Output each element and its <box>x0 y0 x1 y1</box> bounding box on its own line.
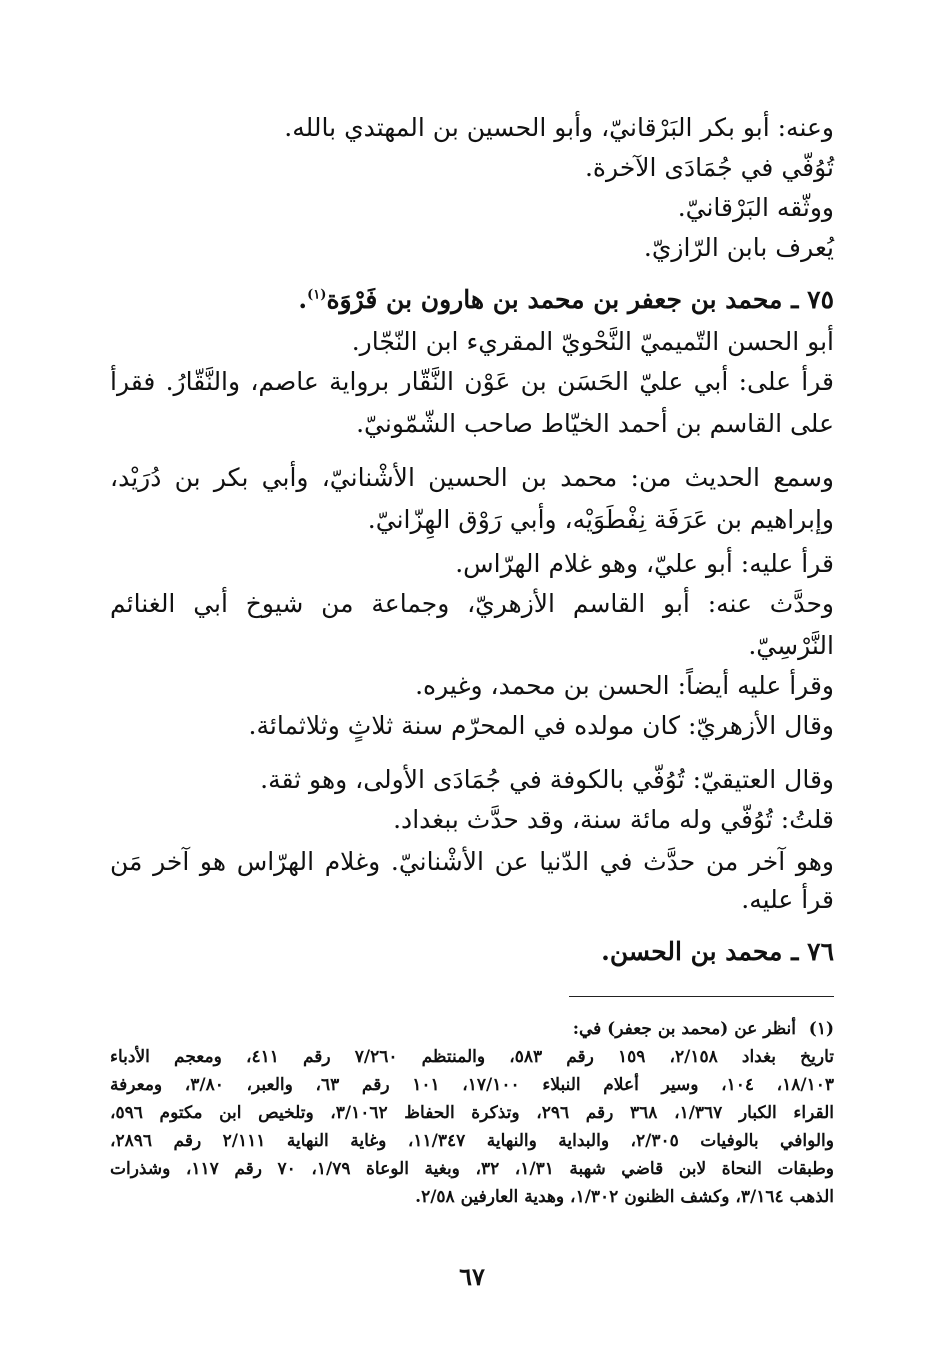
text-line: وإبراهيم بن عَرَفَة نِفْطَوَيْه، وأبي رَوْق الهِزّانيّ. <box>367 505 834 534</box>
text-line: النَّرْسِيّ. <box>748 631 834 660</box>
footnote-line: أنظر عن (محمد بن جعفر) في: <box>572 1019 796 1039</box>
text-line: قرأ عليه: أبو عليّ، وهو غلام الهرّاس. <box>455 549 834 578</box>
footnote-line: القراء الكبار ١/٣٦٧، ٣٦٨ رقم ٢٩٦، وتذكرة الحفاظ ٣/١٠٦٢، وتلخيص ابن مكتوم ٥٩٦، <box>110 1103 834 1123</box>
footnote-line: تاريخ بغداد ٢/١٥٨، ١٥٩ رقم ٥٨٣، والمنتظم ٧/٢٦٠ رقم ٤١١، ومعجم الأدباء <box>110 1047 834 1067</box>
footnote-line: والوافي بالوفيات ٢/٣٠٥، والبداية والنهاية ١١/٣٤٧، وغاية النهاية ٢/١١١ رقم ٢٨٩٦، <box>110 1131 834 1151</box>
footnote-reference: (١) <box>307 287 327 303</box>
text-line: تُوُفّي في جُمَادَى الآخرة. <box>584 153 834 182</box>
text-line: وحدَّث عنه: أبو القاسم الأزهريّ، وجماعة من شيوخ أبي الغنائم <box>110 589 834 618</box>
text-line: ووثّقه البَرْقانيّ. <box>677 193 834 222</box>
text-line: على القاسم بن أحمد الخيّاط صاحب الشّمّونيّ. <box>356 409 834 438</box>
page-number: ٦٧ <box>459 1262 485 1291</box>
text-line: وقال الأزهريّ: كان مولده في المحرّم سنة ثلاثٍ وثلاثمائة. <box>248 711 834 740</box>
entry-75-heading <box>298 280 834 320</box>
footnote-separator <box>569 996 834 997</box>
entry-75-heading-end: . <box>298 285 308 314</box>
text-line: قرأ على: أبي عليّ الحَسَن بن عَوْن النَّقّار برواية عاصم، والنَّقّارُ. فقرأ <box>110 367 834 396</box>
text-line: وسمع الحديث من: محمد بن الحسين الأشْنانيّ، وأبي بكر بن دُرَيْد، <box>110 463 834 492</box>
text-line: وعنه: أبو بكر البَرْقانيّ، وأبو الحسين بن المهتدي بالله. <box>284 113 834 142</box>
text-line: يُعرف بابن الرّازيّ. <box>643 233 834 262</box>
text-line: قلتُ: تُوُفّي وله مائة سنة، وقد حدَّث ببغداد. <box>393 805 834 834</box>
entry-76-heading: ٧٦ ـ محمد بن الحسن. <box>601 937 834 966</box>
footnote-line: الذهب ٣/١٦٤، وكشف الظنون ١/٣٠٢، وهدية العارفين ٢/٥٨. <box>415 1187 834 1207</box>
text-line: قرأ عليه. <box>741 885 834 914</box>
entry-75-heading-text: ٧٥ ـ محمد بن جعفر بن محمد بن هارون بن فَرْوَة <box>326 285 834 314</box>
text-line: أبو الحسن التّميميّ النَّحْويّ المقريء ابن النّجّار. <box>351 327 834 356</box>
text-line: وقرأ عليه أيضاً: الحسن بن محمد، وغيره. <box>415 671 834 700</box>
footnote-line: ١٨/١٠٣، ١٠٤، وسير أعلام النبلاء ١٧/١٠٠، ١٠١ رقم ٦٣، والعبر، ٣/٨٠، ومعرفة <box>110 1075 835 1095</box>
text-line: وقال العتيقيّ: تُوُفّي بالكوفة في جُمَادَى الأولى، وهو ثقة. <box>260 765 834 794</box>
text-line: وهو آخر من حدَّث في الدّنيا عن الأشْنانيّ. وغلام الهرّاس هو آخر مَن <box>110 847 834 876</box>
footnote-line: وطبقات النحاة لابن قاضي شهبة ١/٣١، ٣٢، وبغية الوعاة ١/٧٩، ٧٠ رقم ١١٧، وشذرات <box>110 1159 834 1179</box>
footnote-number: (١) <box>808 1019 834 1039</box>
